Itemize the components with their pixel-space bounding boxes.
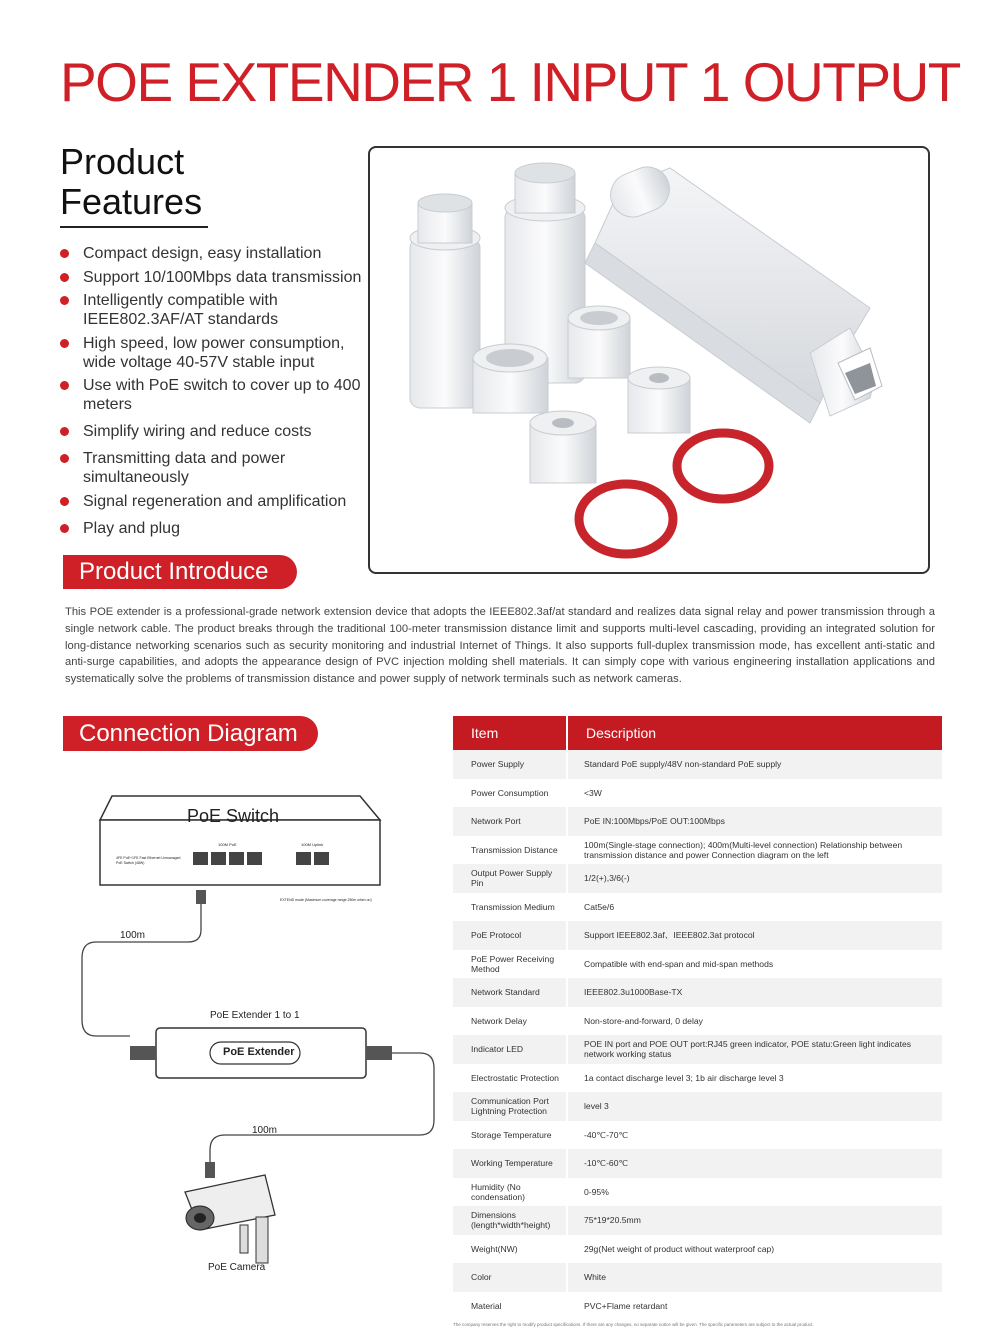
cable-2-label: 100m (252, 1125, 278, 1136)
bullet-icon (60, 296, 69, 305)
spec-description: IEEE802.3u1000Base-TX (584, 987, 683, 998)
spec-item: PoE Power Receiving Method (453, 950, 568, 979)
table-row (453, 921, 942, 950)
spec-rows (453, 750, 942, 1320)
table-row (453, 1064, 942, 1093)
table-row (453, 779, 942, 808)
spec-description: Standard PoE supply/48V non-standard PoE supply (584, 759, 782, 770)
features-heading (60, 142, 202, 222)
table-row (453, 1007, 942, 1036)
spec-table-header (453, 716, 942, 750)
intro-text: This POE extender is a professional-grade network extension device that adopts the IEEE802.3af/at standard and realizes data signal relay and power transmission through a single network cable. The product breaks through the traditional 100-meter transmission distance limit and supports multi-level cascading, providing an integrated solution for long-distance networking scenarios such as security monitoring and industrial Internet of Things. It also supports full-duplex transmission mode, has excellent anti-static and anti-surge capabilities, and adopts the appearance design of PVC injection molding shell materials. It can simply cope with various engineering installation applications and systematically solve the problems of transmission distance and power supply of network terminals such as network cameras. (65, 606, 935, 686)
spec-description: Support IEEE802.3af、IEEE802.3at protocol (584, 930, 755, 941)
spec-item: Color (453, 1263, 568, 1292)
table-row (453, 893, 942, 922)
spec-item: PoE Protocol (453, 921, 568, 950)
table-row (453, 1263, 942, 1292)
spec-item: Network Port (453, 807, 568, 836)
diagram-heading: Connection Diagram (63, 716, 318, 751)
bullet-icon (60, 524, 69, 533)
bullet-icon (60, 273, 69, 282)
extend-note: EXTEND mode (Maximum coverage range 250m when on) (280, 898, 372, 902)
spec-item: Working Temperature (453, 1149, 568, 1178)
feature-item: Simplify wiring and reduce costs (60, 422, 365, 441)
table-row (453, 950, 942, 979)
bullet-icon (60, 427, 69, 436)
rj45-connector-icon (130, 1046, 156, 1060)
uplink-label: 100M Uplink (301, 842, 324, 847)
spec-description: White (584, 1272, 606, 1283)
table-row (453, 1292, 942, 1321)
poe-port-label: 100M PoE (218, 842, 237, 847)
extender-label: PoE Extender 1 to 1 (210, 1010, 300, 1021)
table-row (453, 807, 942, 836)
spec-description: 1a contact discharge level 3; 1b air discharge level 3 (584, 1072, 784, 1083)
table-row (453, 1149, 942, 1178)
spec-item: Network Standard (453, 978, 568, 1007)
spec-description: Compatible with end-span and mid-span methods (584, 958, 774, 969)
spec-item: Weight(NW) (453, 1235, 568, 1264)
switch-label: PoE Switch (187, 806, 280, 826)
header-item: Item (453, 716, 568, 750)
spec-item: Dimensions (length*width*height) (453, 1206, 568, 1235)
table-row (453, 978, 942, 1007)
table-row (453, 1092, 942, 1121)
spec-description: Cat5e/6 (584, 901, 615, 912)
spec-item: Transmission Medium (453, 893, 568, 922)
product-illustration (370, 148, 928, 572)
spec-item: Storage Temperature (453, 1121, 568, 1150)
waterproof-cap-left (410, 194, 480, 408)
bullet-icon (60, 454, 69, 463)
feature-item: Compact design, easy installation (60, 244, 365, 263)
feature-item: Transmitting data and power simultaneously (60, 449, 365, 487)
spec-description: 29g(Net weight of product without waterproof cap) (584, 1243, 775, 1254)
spec-item: Power Supply (453, 750, 568, 779)
spec-description: PVC+Flame retardant (584, 1300, 668, 1311)
rj45-connector-icon (205, 1162, 215, 1178)
spec-description: PoE IN:100Mbps/PoE OUT:100Mbps (584, 816, 725, 827)
features-list (60, 244, 365, 538)
table-row (453, 750, 942, 779)
spec-description: <3W (584, 787, 602, 798)
spec-description: Non-store-and-forward, 0 delay (584, 1015, 703, 1026)
spec-item: Humidity (No condensation) (453, 1178, 568, 1207)
spec-description: POE IN port and POE OUT port:RJ45 green indicator, POE statu:Green light indicates network working status (584, 1039, 912, 1060)
features-heading-underline (60, 226, 208, 228)
page-title: POE EXTENDER 1 INPUT 1 OUTPUT (60, 51, 960, 113)
spec-description: -10℃-60℃ (584, 1158, 629, 1169)
features-heading-line1: Product (60, 141, 185, 182)
feature-item: Intelligently compatible with IEEE802.3AF/AT standards (60, 291, 365, 329)
camera-icon (185, 1175, 275, 1263)
bullet-icon (60, 381, 69, 390)
rj45-connector-icon (366, 1046, 392, 1060)
spec-description: 100m(Single-stage connection); 400m(Multi-level connection) Relationship between transmission distance and power Connection diagram on the left (584, 839, 903, 860)
spec-item: Communication Port Lightning Protection (453, 1092, 568, 1121)
rj45-connector-icon (196, 890, 206, 904)
spec-description: 75*19*20.5mm (584, 1215, 641, 1226)
spec-description: 1/2(+),3/6(-) (584, 873, 630, 884)
cable-1 (82, 902, 201, 1036)
spec-item: Electrostatic Protection (453, 1064, 568, 1093)
table-row (453, 1035, 942, 1064)
table-row (453, 1121, 942, 1150)
table-row (453, 1178, 942, 1207)
feature-item: Support 10/100Mbps data transmission (60, 268, 365, 287)
spec-item: Network Delay (453, 1007, 568, 1036)
feature-item: Signal regeneration and amplification (60, 492, 365, 511)
connection-diagram (60, 770, 450, 1290)
product-photo (368, 146, 930, 574)
table-row (453, 836, 942, 865)
sealing-nut-medium (568, 306, 630, 378)
header-description: Description (586, 725, 657, 741)
bullet-icon (60, 249, 69, 258)
switch-ports (193, 852, 329, 865)
spec-item: Power Consumption (453, 779, 568, 808)
table-row (453, 864, 942, 893)
spec-description: -40℃-70℃ (584, 1129, 629, 1140)
sealing-nut-large (473, 344, 548, 413)
table-row (453, 1235, 942, 1264)
bullet-icon (60, 497, 69, 506)
spec-description: 0-95% (584, 1186, 609, 1197)
rubber-seal-right (628, 367, 690, 433)
feature-item: High speed, low power consumption, wide voltage 40-57V stable input (60, 334, 365, 372)
intro-heading: Product Introduce (63, 555, 297, 589)
spec-description: level 3 (584, 1101, 609, 1112)
feature-item: Use with PoE switch to cover up to 400 meters (60, 376, 365, 414)
spec-item: Transmission Distance (453, 836, 568, 865)
feature-item: Play and plug (60, 519, 365, 538)
footnote: The company reserves the right to modify product specifications. If there are any changes, no separate notice will be given. The specific parameters are subject to the actual product. (453, 1322, 814, 1327)
extender-logo: PoE Extender (223, 1046, 295, 1058)
table-row (453, 1206, 942, 1235)
bullet-icon (60, 339, 69, 348)
features-heading-line2: Features (60, 181, 203, 222)
spec-table (453, 716, 942, 1320)
camera-label: PoE Camera (208, 1262, 266, 1273)
spec-item: Material (453, 1292, 568, 1321)
spec-item: Output Power Supply Pin (453, 864, 568, 893)
rubber-seal-left (530, 411, 596, 483)
connection-diagram-lines (60, 770, 450, 1290)
spec-item: Indicator LED (453, 1035, 568, 1064)
cable-1-label: 100m (120, 930, 146, 941)
red-o-ring-right (677, 433, 769, 499)
red-o-ring-left (579, 484, 673, 554)
switch-small-label: 4FE PoE+1FE Fast Ethernet Unmanaged PoE Switch (48W) (116, 856, 181, 865)
